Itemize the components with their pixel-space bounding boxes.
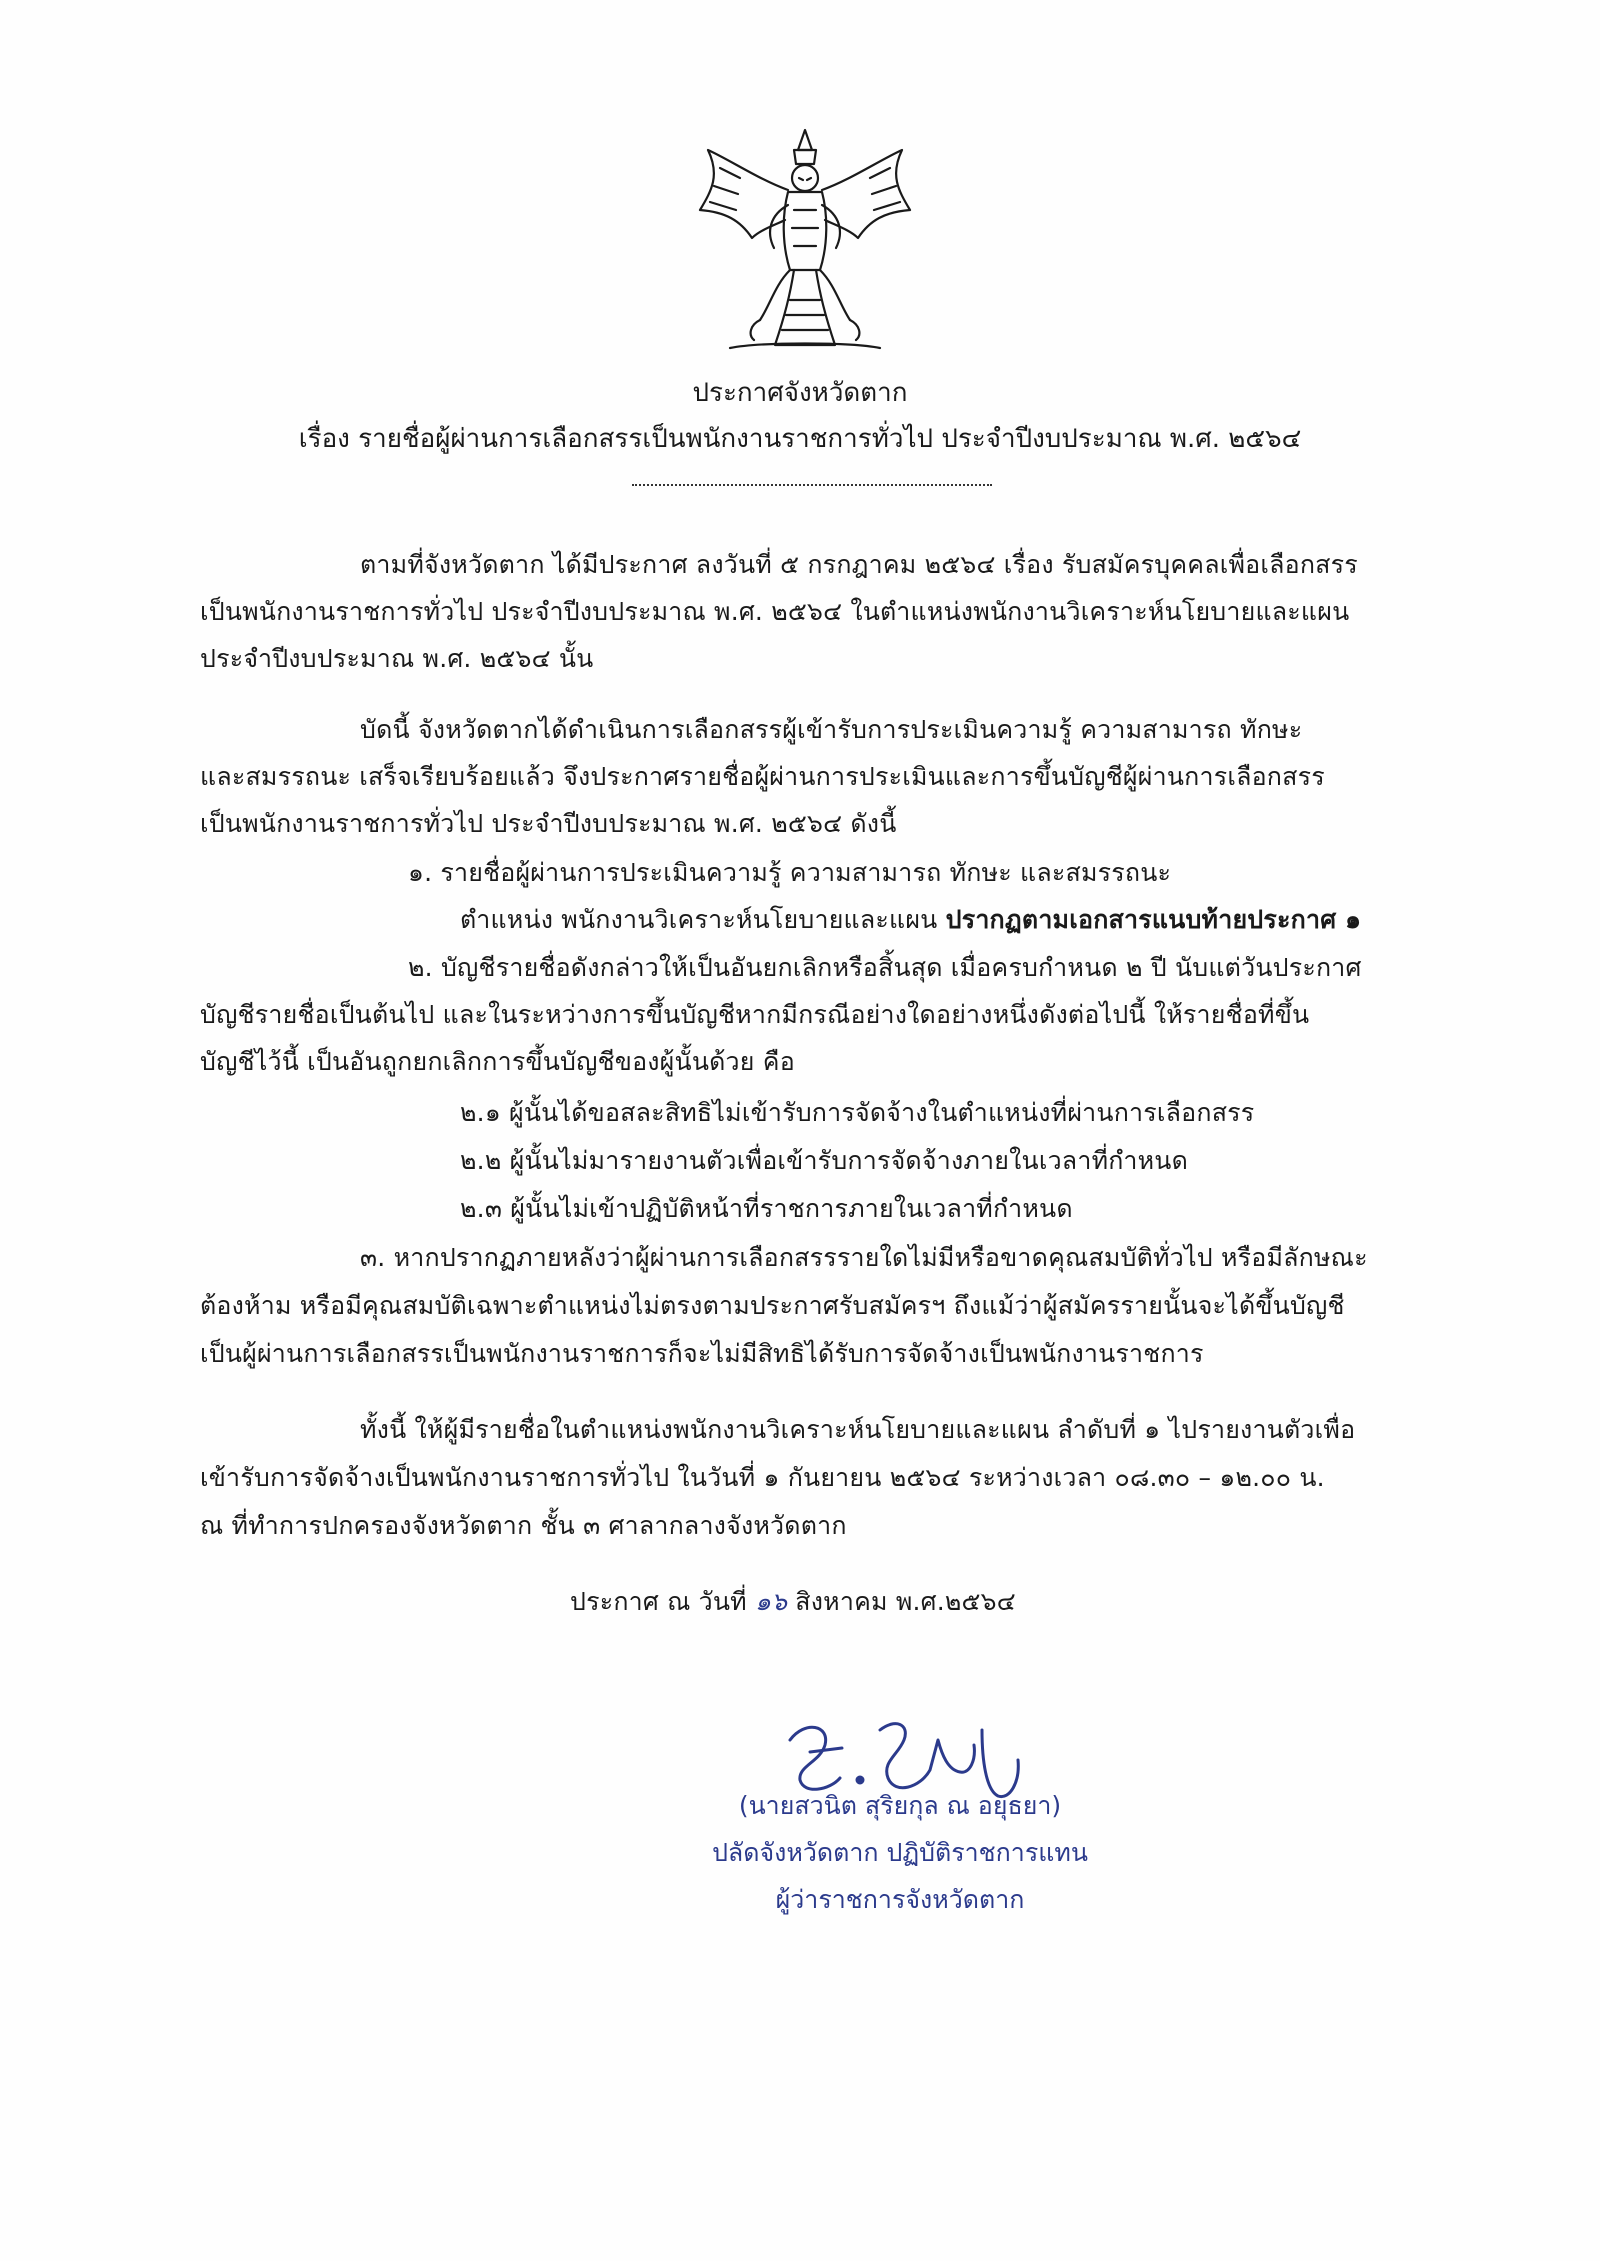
para1-line3: ประจำปีงบประมาณ พ.ศ. ๒๕๖๔ นั้น — [200, 644, 594, 673]
item3-line1: ๓. หากปรากฏภายหลังว่าผู้ผ่านการเลือกสรรรายใดไม่มีหรือขาดคุณสมบัติทั่วไป หรือมีลักษณะ — [360, 1243, 1368, 1272]
item2-line3: บัญชีไว้นี้ เป็นอันถูกยกเลิกการขึ้นบัญชีของผู้นั้นด้วย คือ — [200, 1047, 795, 1076]
para2-line3: เป็นพนักงานราชการทั่วไป ประจำปีงบประมาณ พ.ศ. ๒๕๖๔ ดังนี้ — [200, 809, 897, 838]
item2-line2: บัญชีรายชื่อเป็นต้นไป และในระหว่างการขึ้นบัญชีหากมีกรณีอย่างใดอย่างหนึ่งดังต่อไปนี้ ให้รายชื่อที่ขึ้น — [200, 1000, 1310, 1029]
item3-line3: เป็นผู้ผ่านการเลือกสรรเป็นพนักงานราชการก็จะไม่มีสิทธิได้รับการจัดจ้างเป็นพนักงานราชการ — [200, 1339, 1204, 1368]
document-title: ประกาศจังหวัดตาก — [692, 378, 908, 408]
item2-sub1: ๒.๑ ผู้นั้นได้ขอสละสิทธิไม่เข้ารับการจัดจ้างในตำแหน่งที่ผ่านการเลือกสรร — [460, 1098, 1255, 1127]
para2-line2: และสมรรถนะ เสร็จเรียบร้อยแล้ว จึงประกาศรายชื่อผู้ผ่านการประเมินและการขึ้นบัญชีผู้ผ่านการเลือกสรร — [200, 762, 1325, 791]
para3-line3: ณ ที่ทำการปกครองจังหวัดตาก ชั้น ๓ ศาลากลางจังหวัดตาก — [200, 1511, 847, 1540]
para1-line1: ตามที่จังหวัดตาก ได้มีประกาศ ลงวันที่ ๕ กรกฎาคม ๒๕๖๔ เรื่อง รับสมัครบุคคลเพื่อเลือกสรร — [360, 550, 1358, 579]
announcement-month-year: สิงหาคม พ.ศ.๒๕๖๔ — [787, 1587, 1016, 1616]
separator-dots — [632, 470, 992, 486]
signatory-on-behalf-of: ผู้ว่าราชการจังหวัดตาก — [775, 1885, 1025, 1914]
document-subject: เรื่อง รายชื่อผู้ผ่านการเลือกสรรเป็นพนักงานราชการทั่วไป ประจำปีงบประมาณ พ.ศ. ๒๕๖๔ — [298, 424, 1302, 454]
signatory-name: (นายสวนิต สุริยกุล ณ อยุธยา) — [738, 1791, 1062, 1820]
item1-line1: ๑. รายชื่อผู้ผ่านการประเมินความรู้ ความสามารถ ทักษะ และสมรรถนะ — [408, 858, 1172, 887]
item1-line2 — [460, 900, 1361, 940]
para3-line2: เข้ารับการจัดจ้างเป็นพนักงานราชการทั่วไป ในวันที่ ๑ กันยายน ๒๕๖๔ ระหว่างเวลา ๐๘.๓๐ – ๑๒.๐๐ น. — [200, 1463, 1325, 1492]
signatory-position: ปลัดจังหวัดตาก ปฏิบัติราชการแทน — [712, 1838, 1088, 1867]
garuda-emblem-icon — [690, 120, 920, 360]
item2-line1: ๒. บัญชีรายชื่อดังกล่าวให้เป็นอันยกเลิกหรือสิ้นสุด เมื่อครบกำหนด ๒ ปี นับแต่วันประกาศ — [408, 953, 1362, 982]
item2-sub3: ๒.๓ ผู้นั้นไม่เข้าปฏิบัติหน้าที่ราชการภายในเวลาที่กำหนด — [460, 1194, 1073, 1223]
para2-line1: บัดนี้ จังหวัดตากได้ดำเนินการเลือกสรรผู้เข้ารับการประเมินความรู้ ความสามารถ ทักษะ — [360, 715, 1303, 744]
para3-line1: ทั้งนี้ ให้ผู้มีรายชื่อในตำแหน่งพนักงานวิเคราะห์นโยบายและแผน ลำดับที่ ๑ ไปรายงานตัวเพื่อ — [360, 1415, 1356, 1444]
item1-position: ตำแหน่ง พนักงานวิเคราะห์นโยบายและแผน — [460, 905, 946, 934]
announcement-prefix: ประกาศ ณ วันที่ — [570, 1587, 756, 1616]
para1-line2: เป็นพนักงานราชการทั่วไป ประจำปีงบประมาณ พ.ศ. ๒๕๖๔ ในตำแหน่งพนักงานวิเคราะห์นโยบายและแผน — [200, 597, 1350, 626]
announcement-day: ๑๖ — [755, 1587, 788, 1616]
item2-sub2: ๒.๒ ผู้นั้นไม่มารายงานตัวเพื่อเข้ารับการจัดจ้างภายในเวลาที่กำหนด — [460, 1146, 1189, 1175]
announcement-date — [570, 1582, 1016, 1622]
item3-line2: ต้องห้าม หรือมีคุณสมบัติเฉพาะตำแหน่งไม่ตรงตามประกาศรับสมัครฯ ถึงแม้ว่าผู้สมัครรายนั้นจะได้ขึ้นบัญชี — [200, 1291, 1345, 1320]
item1-attachment-ref: ปรากฏตามเอกสารแนบท้ายประกาศ ๑ — [945, 905, 1362, 934]
